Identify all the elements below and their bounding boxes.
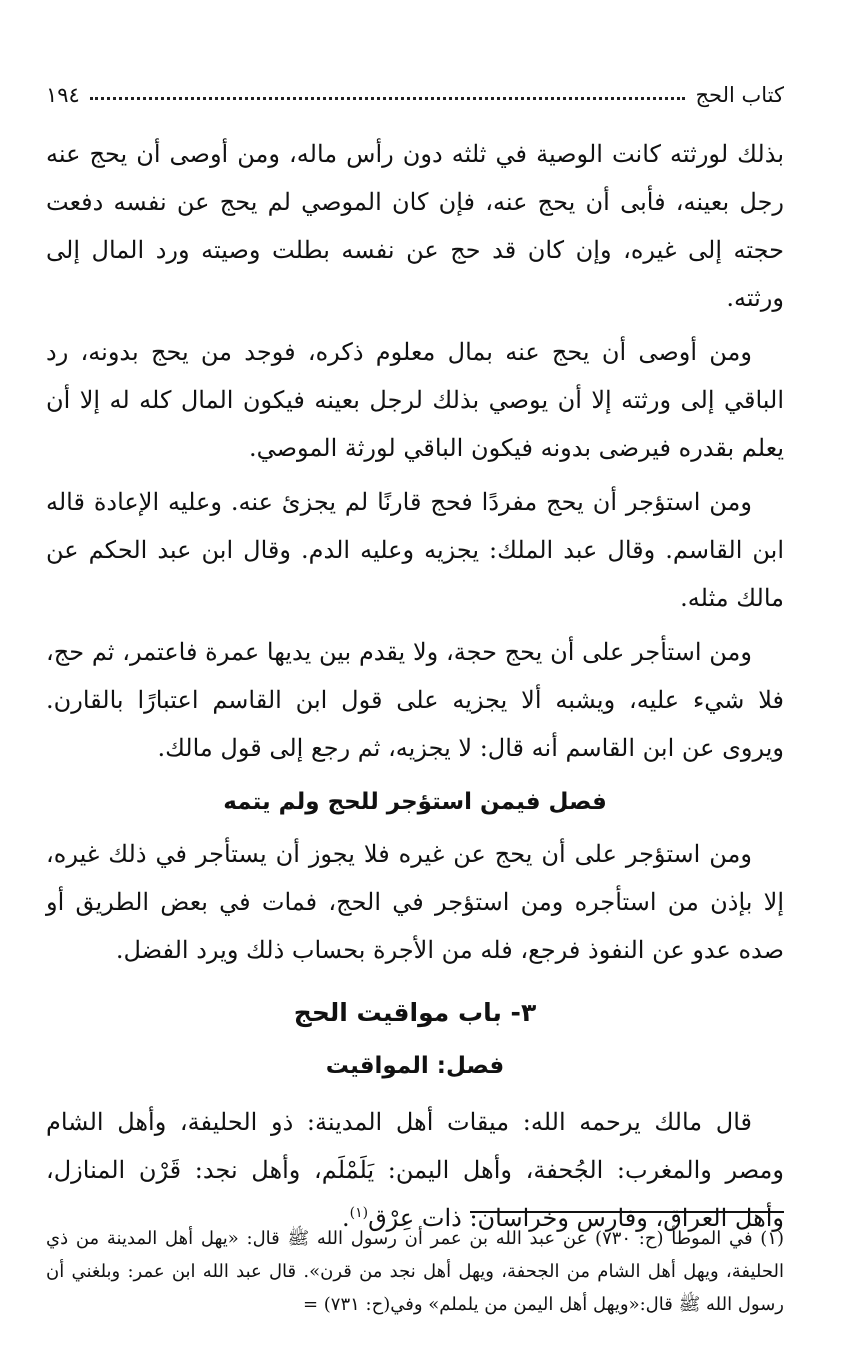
- footnote-reference[interactable]: (١): [349, 1205, 369, 1221]
- chapter-heading: ٣- باب مواقيت الحج: [293, 998, 537, 1027]
- paragraph: ومن استأجر على أن يحج حجة، ولا يقدم بين يديها عمرة فاعتمر، ثم حج، فلا شيء عليه، ويشبه ألا يجزيه على قول ابن القاسم اعتبارًا بالقارن. ويروى عن ابن القاسم أنه قال: لا يجزيه، ثم رجع إلى قول مالك.: [46, 638, 784, 762]
- footnote-separator: [470, 1211, 784, 1213]
- page-number: ١٩٤: [46, 83, 80, 107]
- running-header: [46, 68, 784, 106]
- paragraph-with-footnote: [46, 1098, 784, 1242]
- book-title: كتاب الحج: [695, 83, 784, 107]
- paragraph: ومن استؤجر على أن يحج عن غيره فلا يجوز أن يستأجر في ذلك غيره، إلا بإذن من استأجره ومن استؤجر في الحج، فمات في بعض الطريق أو صده عدو عن النفوذ فرجع، فله من الأجرة بحساب ذلك ويرد الفضل.: [46, 840, 784, 964]
- paragraph-text: قال مالك يرحمه الله: ميقات أهل المدينة: ذو الحليفة، وأهل الشام ومصر والمغرب: الجُحفة، وأهل اليمن: يَلَمْلَم، وأهل نجد: قَرْن المنازل، وأهل العراق، وفارس وخراسان: ذات عِرْق: [46, 1108, 784, 1232]
- paragraph: بذلك لورثته كانت الوصية في ثلثه دون رأس ماله، ومن أوصى أن يحج عنه رجل بعينه، فأبى أن يحج عنه، فإن كان الموصي لم يحج عن نفسه دفعت حجته إلى غيره، وإن كان قد حج عن نفسه بطلت وصيته ورد المال إلى ورثته.: [46, 140, 784, 312]
- book-page: [46, 68, 784, 1248]
- paragraph: ومن استؤجر أن يحج مفردًا فحج قارنًا لم يجزئ عنه. وعليه الإعادة قاله ابن القاسم. وقال عبد الملك: يجزيه وعليه الدم. وقال ابن عبد الحكم عن مالك مثله.: [46, 488, 784, 612]
- paragraph: ومن أوصى أن يحج عنه بمال معلوم ذكره، فوجد من يحج بدونه، رد الباقي إلى ورثته إلا أن يوصي بذلك لرجل بعينه فيكون المال كله له إلا أن يعلم بقدره فيرضى بدونه فيكون الباقي لورثة الموصي.: [46, 338, 784, 462]
- footnote: (١) في الموطأ (ح: ٧٣٠) عن عبد الله بن عمر أن رسول الله ﷺ قال: «يهل أهل المدينة من ذي الحليفة، ويهل أهل الشام من الجحفة، ويهل أهل نجد من قرن». قال عبد الله ابن عمر: وبلغني أن رسول الله ﷺ قال:«ويهل أهل اليمن من يلملم» وفي(ح: ٧٣١) =: [46, 1228, 784, 1315]
- body-text: [46, 130, 784, 1242]
- section-heading: فصل فيمن استؤجر للحج ولم يتمه: [223, 789, 607, 815]
- header-dot-leader: [90, 97, 686, 100]
- paragraph-end: .: [341, 1204, 350, 1232]
- subsection-heading: فصل: المواقيت: [325, 1053, 505, 1079]
